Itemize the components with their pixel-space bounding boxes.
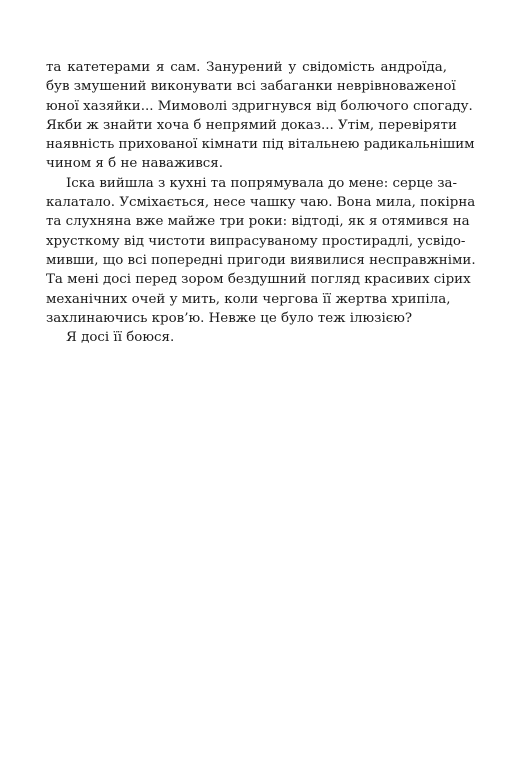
text-line: наявність прихованої кімнати під вітальнею радикальнішим (46, 137, 475, 153)
text-line: чином я б не наважився. (46, 156, 223, 172)
paragraph-start-line: Я досі її боюся. (66, 330, 175, 346)
text-line: Та мені досі перед зором бездушний погляд красивих сірих (46, 272, 471, 288)
text-line: мивши, що всі попередні пригоди виявилися несправжніми. (46, 252, 476, 268)
text-line: Якби ж знайти хоча б непрямий доказ... Утім, перевіряти (46, 117, 457, 133)
text-line: захлинаючись кров’ю. Невже це було теж ілюзією? (46, 310, 413, 326)
text-line: юної хазяйки... Мимоволі здригнувся від болючого спогаду. (46, 98, 473, 114)
paragraph-start-line: Іска вийшла з кухні та попрямувала до мене: серце за- (66, 175, 458, 191)
text-line: механічних очей у мить, коли чергова її жертва хрипіла, (46, 291, 451, 307)
text-line: був змушений виконувати всі забаганки неврівноваженої (46, 79, 456, 95)
body-text (46, 58, 476, 347)
text-line: калатало. Усміхається, несе чашку чаю. Вона мила, покірна (46, 195, 476, 211)
text-line: та слухняна вже майже три роки: відтоді, як я отямився на (46, 214, 470, 230)
text-line: та катетерами я сам. Занурений у свідомість андроїда, (46, 60, 447, 75)
text-line: хрусткому від чистоти випрасуваному простирадлі, усвідо- (46, 233, 466, 249)
